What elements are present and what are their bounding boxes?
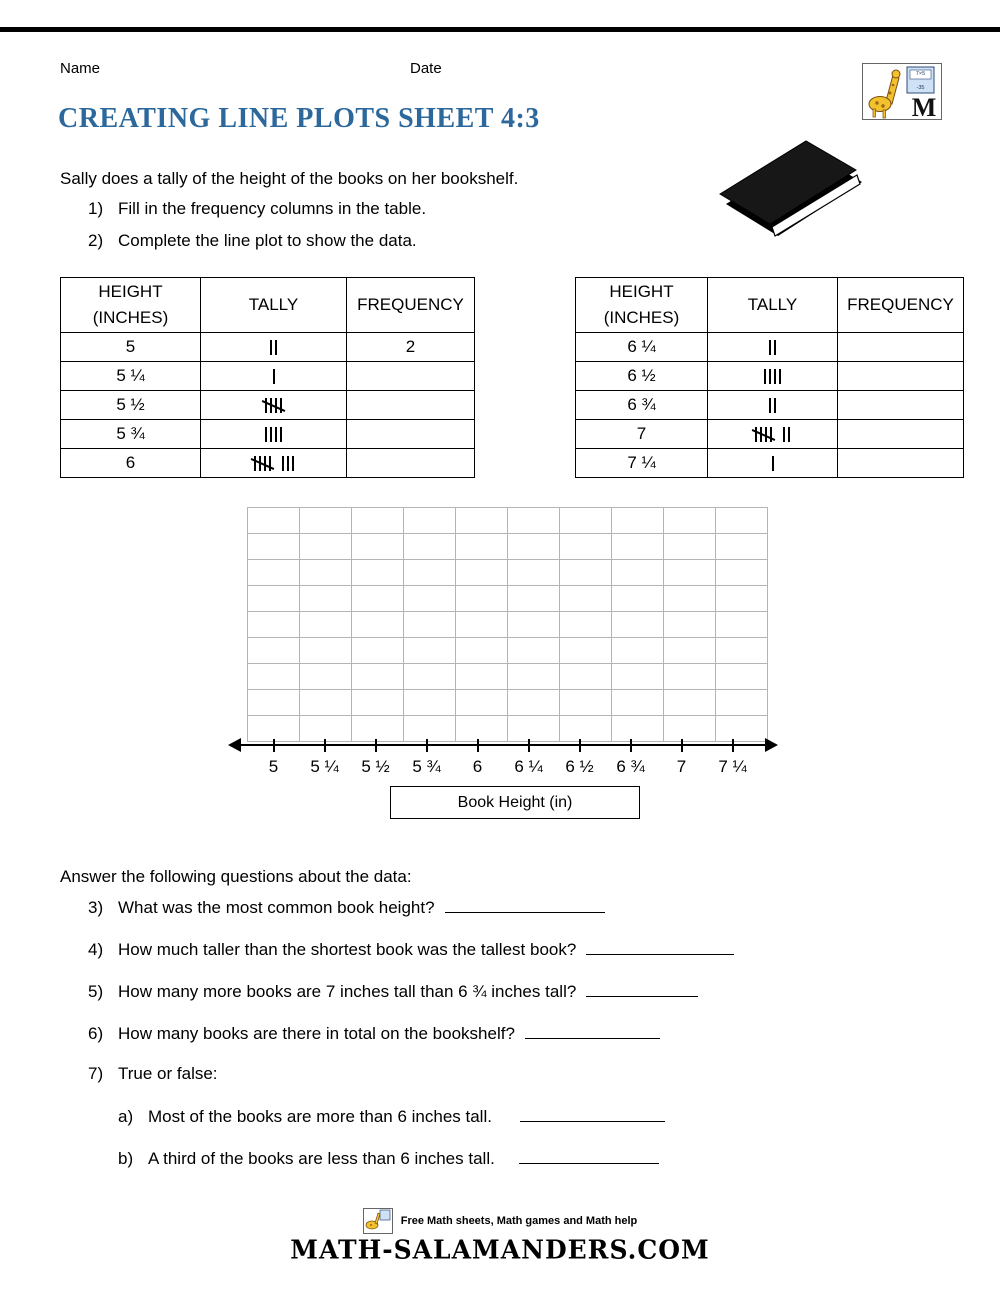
tick-mark bbox=[732, 739, 734, 752]
col-header-frequency: FREQUENCY bbox=[347, 278, 475, 333]
height-cell: 6 bbox=[61, 449, 201, 478]
height-cell: 6 ¼ bbox=[576, 333, 708, 362]
table-row bbox=[61, 333, 475, 362]
frequency-cell bbox=[838, 362, 964, 391]
col-header-height: HEIGHT (INCHES) bbox=[61, 278, 201, 333]
tally-table-right bbox=[575, 277, 964, 478]
question-text: True or false: bbox=[118, 1064, 218, 1083]
frequency-cell bbox=[838, 333, 964, 362]
tick-mark bbox=[528, 739, 530, 752]
question-number: 4) bbox=[88, 940, 104, 959]
tick-label: 5 ½ bbox=[361, 757, 390, 776]
frequency-cell bbox=[347, 391, 475, 420]
tick-label: 6 bbox=[472, 757, 483, 776]
question-text: Most of the books are more than 6 inches tall. bbox=[148, 1107, 492, 1126]
question-number: 6) bbox=[88, 1024, 104, 1043]
footer-top-row bbox=[363, 1208, 638, 1234]
tick bbox=[656, 736, 707, 777]
table-row bbox=[576, 333, 964, 362]
tick-mark bbox=[273, 739, 275, 752]
tick bbox=[452, 736, 503, 777]
question-text: What was the most common book height? bbox=[118, 898, 435, 917]
tally-cell bbox=[708, 449, 838, 478]
tally-cell bbox=[708, 391, 838, 420]
page-title: CREATING LINE PLOTS SHEET 4:3 bbox=[58, 103, 540, 134]
table-row bbox=[61, 391, 475, 420]
footer-note: Free Math sheets, Math games and Math help bbox=[400, 1215, 638, 1227]
question-7b bbox=[118, 1148, 659, 1169]
answer-blank bbox=[519, 1148, 659, 1164]
question-3 bbox=[88, 897, 605, 918]
table-header-row bbox=[576, 278, 964, 333]
frequency-cell bbox=[838, 449, 964, 478]
tick-mark bbox=[681, 739, 683, 752]
answer-blank bbox=[520, 1106, 665, 1122]
question-5 bbox=[88, 981, 698, 1002]
tick-mark bbox=[579, 739, 581, 752]
tick-label: 5 ¾ bbox=[412, 757, 441, 776]
tally-cell bbox=[201, 449, 347, 478]
frequency-cell bbox=[347, 362, 475, 391]
tick-label: 7 ¼ bbox=[718, 757, 747, 776]
height-cell: 7 ¼ bbox=[576, 449, 708, 478]
tick bbox=[503, 736, 554, 777]
tick-mark bbox=[375, 739, 377, 752]
tick-mark bbox=[426, 739, 428, 752]
height-cell: 5 bbox=[61, 333, 201, 362]
height-cell: 6 ½ bbox=[576, 362, 708, 391]
footer bbox=[0, 1208, 1000, 1264]
question-text: How many books are there in total on the bookshelf? bbox=[118, 1024, 515, 1043]
table-header-row bbox=[61, 278, 475, 333]
tick-mark bbox=[477, 739, 479, 752]
question-7 bbox=[88, 1064, 218, 1084]
question-7a bbox=[118, 1106, 665, 1127]
m-logo: M bbox=[911, 93, 937, 120]
math-salamanders-logo bbox=[862, 63, 942, 120]
top-rule bbox=[0, 27, 1000, 32]
instruction-text: Complete the line plot to show the data. bbox=[118, 231, 417, 250]
arrow-right-icon bbox=[765, 738, 778, 752]
question-number: 3) bbox=[88, 898, 104, 917]
question-4 bbox=[88, 939, 734, 960]
number-line bbox=[228, 736, 778, 786]
height-cell: 5 ¾ bbox=[61, 420, 201, 449]
frequency-cell bbox=[838, 391, 964, 420]
line-plot-grid bbox=[247, 507, 768, 742]
answer-blank bbox=[445, 897, 605, 913]
table-row bbox=[61, 420, 475, 449]
calculator-icon bbox=[907, 67, 934, 93]
table-row bbox=[61, 449, 475, 478]
question-text: How much taller than the shortest book was the tallest book? bbox=[118, 940, 577, 959]
tally-cell bbox=[708, 420, 838, 449]
svg-text:-35: -35 bbox=[916, 85, 925, 91]
answer-blank bbox=[525, 1023, 660, 1039]
svg-text:7×5: 7×5 bbox=[915, 71, 926, 77]
tick bbox=[707, 736, 758, 777]
book-illustration bbox=[712, 134, 870, 256]
arrow-left-icon bbox=[228, 738, 241, 752]
col-header-tally: TALLY bbox=[708, 278, 838, 333]
tally-cell bbox=[201, 391, 347, 420]
frequency-cell bbox=[347, 420, 475, 449]
instruction-2 bbox=[88, 231, 417, 251]
instruction-1 bbox=[88, 199, 426, 219]
question-letter: a) bbox=[118, 1107, 134, 1126]
tally-cell bbox=[708, 333, 838, 362]
height-cell: 6 ¾ bbox=[576, 391, 708, 420]
frequency-cell bbox=[347, 449, 475, 478]
answer-blank bbox=[586, 939, 734, 955]
footer-wordmark: MATH-SALAMANDERS.COM bbox=[290, 1234, 710, 1265]
tick bbox=[605, 736, 656, 777]
question-6 bbox=[88, 1023, 660, 1044]
instruction-number: 1) bbox=[88, 199, 104, 218]
tick bbox=[554, 736, 605, 777]
intro-text: Sally does a tally of the height of the books on her bookshelf. bbox=[60, 169, 519, 188]
question-text: A third of the books are less than 6 inches tall. bbox=[148, 1149, 495, 1168]
question-text: How many more books are 7 inches tall than 6 ¾ inches tall? bbox=[118, 982, 577, 1001]
questions-intro: Answer the following questions about the data: bbox=[60, 867, 412, 886]
tally-table-left bbox=[60, 277, 475, 478]
tick bbox=[248, 736, 299, 777]
tick bbox=[401, 736, 452, 777]
tick-label: 7 bbox=[676, 757, 687, 776]
frequency-cell: 2 bbox=[347, 333, 475, 362]
col-header-frequency: FREQUENCY bbox=[838, 278, 964, 333]
tick-label: 6 ½ bbox=[565, 757, 594, 776]
instruction-text: Fill in the frequency columns in the table. bbox=[118, 199, 427, 218]
table-row bbox=[576, 420, 964, 449]
tally-cell bbox=[201, 420, 347, 449]
tick bbox=[350, 736, 401, 777]
question-number: 5) bbox=[88, 982, 104, 1001]
answer-blank bbox=[586, 981, 698, 997]
table-row bbox=[61, 362, 475, 391]
height-cell: 7 bbox=[576, 420, 708, 449]
height-cell: 5 ½ bbox=[61, 391, 201, 420]
date-label: Date bbox=[410, 60, 442, 77]
question-number: 7) bbox=[88, 1064, 104, 1083]
axis-label-box bbox=[390, 786, 640, 819]
tally-cell bbox=[201, 333, 347, 362]
frequency-cell bbox=[838, 420, 964, 449]
question-letter: b) bbox=[118, 1149, 134, 1168]
tick bbox=[299, 736, 350, 777]
col-header-tally: TALLY bbox=[201, 278, 347, 333]
col-header-height: HEIGHT (INCHES) bbox=[576, 278, 708, 333]
tick-label: 5 bbox=[268, 757, 279, 776]
tally-cell bbox=[201, 362, 347, 391]
axis-label: Book Height (in) bbox=[457, 794, 573, 811]
footer-mini-logo bbox=[363, 1208, 393, 1234]
table-row bbox=[576, 391, 964, 420]
tick-row bbox=[248, 736, 758, 777]
tick-mark bbox=[324, 739, 326, 752]
height-cell: 5 ¼ bbox=[61, 362, 201, 391]
instruction-number: 2) bbox=[88, 231, 104, 250]
tally-cell bbox=[708, 362, 838, 391]
tick-label: 6 ¼ bbox=[514, 757, 543, 776]
table-row bbox=[576, 449, 964, 478]
tick-mark bbox=[630, 739, 632, 752]
table-row bbox=[576, 362, 964, 391]
tick-label: 6 ¾ bbox=[616, 757, 645, 776]
tick-label: 5 ¼ bbox=[310, 757, 339, 776]
name-label: Name bbox=[60, 60, 101, 77]
